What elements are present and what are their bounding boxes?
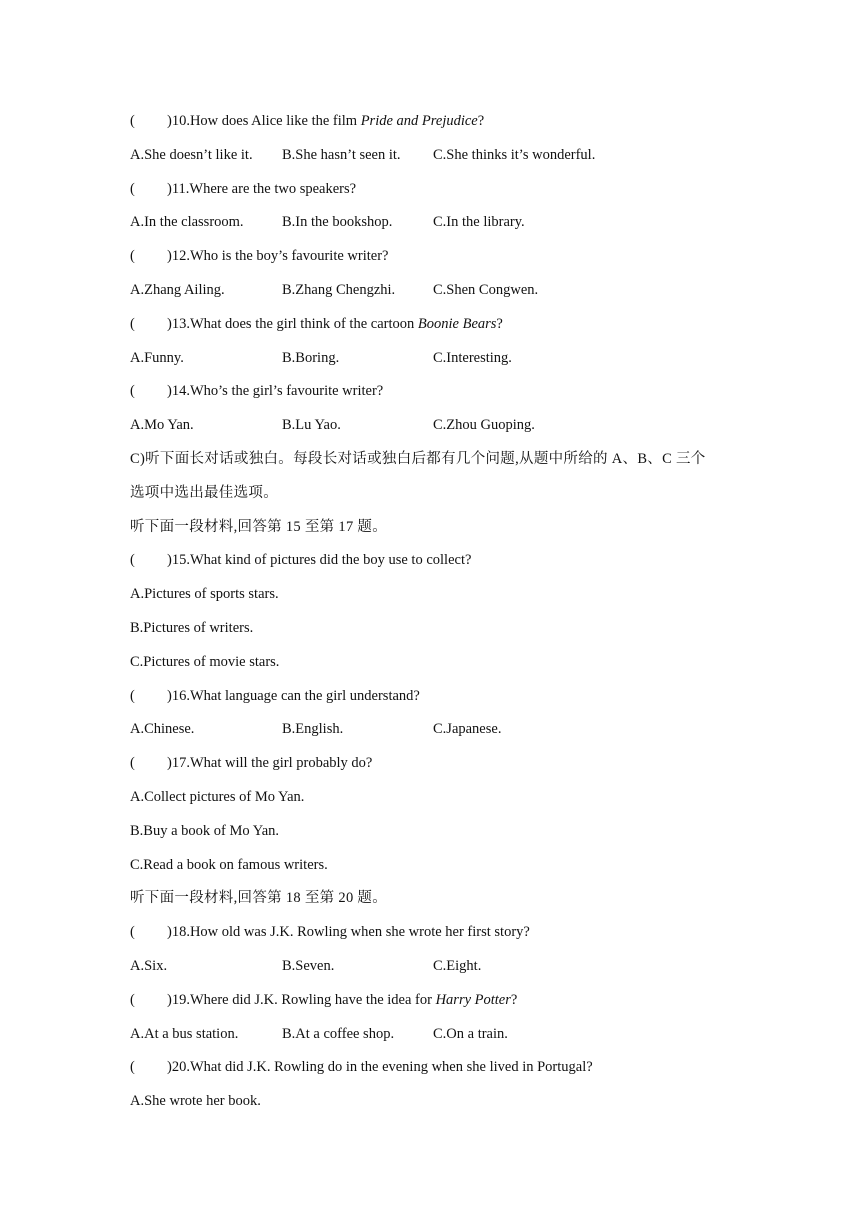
option-a[interactable]: A.Collect pictures of Mo Yan. xyxy=(130,788,305,805)
question-text: )17.What will the girl probably do? xyxy=(167,755,373,772)
question-19: ( )19.Where did J.K. Rowling have the idea for Harry Potter? xyxy=(130,991,518,1008)
option-b[interactable]: B.She hasn’t seen it. xyxy=(282,146,401,163)
answer-blank[interactable]: ( xyxy=(130,113,135,129)
question-12: ( )12.Who is the boy’s favourite writer? xyxy=(130,248,389,265)
answer-blank[interactable]: ( xyxy=(130,383,135,400)
option-b[interactable]: B.Pictures of writers. xyxy=(130,619,254,636)
section-c-instruction-cont: 选项中选出最佳选项。 xyxy=(130,484,278,501)
option-a[interactable]: A.Zhang Ailing. xyxy=(130,281,225,298)
question-text: Who is the boy’s favourite writer? xyxy=(189,248,389,265)
film-title: Pride and Prejudice xyxy=(360,113,478,129)
group-intro: 听下面一段材料,回答第 18 至第 20 题。 xyxy=(130,890,388,907)
option-c[interactable]: C.Japanese. xyxy=(433,721,502,738)
option-a[interactable]: A.She wrote her book. xyxy=(130,1093,261,1110)
question-10 xyxy=(130,111,740,145)
option-c[interactable]: C.In the library. xyxy=(433,214,525,231)
answer-blank[interactable]: ( xyxy=(130,687,135,704)
answer-blank[interactable]: ( xyxy=(130,1059,135,1076)
option-b[interactable]: B.English. xyxy=(282,721,344,738)
answer-blank[interactable]: ( xyxy=(130,924,135,941)
option-c[interactable]: C.She thinks it’s wonderful. xyxy=(433,146,596,163)
question-text: What does the girl think of the cartoon xyxy=(189,315,418,332)
options-19 xyxy=(130,1024,740,1058)
option-a[interactable]: A.She doesn’t like it. xyxy=(130,146,253,163)
cartoon-title: Boonie Bears xyxy=(417,315,497,332)
option-a[interactable]: A.At a bus station. xyxy=(130,1025,239,1042)
group-intro: 听下面一段材料,回答第 15 至第 17 题。 xyxy=(130,518,388,535)
question-text: )16.What language can the girl understand? xyxy=(167,687,420,704)
answer-blank[interactable]: ( xyxy=(130,991,135,1008)
options-16 xyxy=(130,719,740,753)
option-b[interactable]: B.Boring. xyxy=(282,349,340,366)
option-c[interactable]: C.Eight. xyxy=(433,957,482,974)
question-text: )10.How does Alice like the film Pride and Prejudice? xyxy=(167,113,485,129)
options-11 xyxy=(130,212,740,246)
document-page xyxy=(130,111,740,1125)
option-c[interactable]: C.Read a book on famous writers. xyxy=(130,856,328,873)
answer-blank[interactable]: ( xyxy=(130,180,135,197)
question-text: Who’s the girl’s favourite writer? xyxy=(189,383,384,400)
option-a[interactable]: A.Six. xyxy=(130,957,168,974)
option-b[interactable]: B.Lu Yao. xyxy=(282,417,341,434)
options-10 xyxy=(130,145,740,179)
section-c-instruction: C)听下面长对话或独白。每段长对话或独白后都有几个问题,从题中所给的 A、B、C 三个 xyxy=(130,450,706,467)
question-14: ( )14.Who’s the girl’s favourite writer? xyxy=(130,383,384,400)
option-a[interactable]: A.In the classroom. xyxy=(130,214,244,231)
question-20 xyxy=(130,1057,740,1091)
question-text: )18.How old was J.K. Rowling when she wrote her first story? xyxy=(167,924,530,941)
option-a[interactable]: A.Funny. xyxy=(130,349,184,366)
question-15 xyxy=(130,550,740,584)
option-b[interactable]: B.Buy a book of Mo Yan. xyxy=(130,822,280,839)
question-18 xyxy=(130,922,740,956)
option-c[interactable]: C.Shen Congwen. xyxy=(433,281,539,298)
options-14 xyxy=(130,415,740,449)
option-c[interactable]: C.Interesting. xyxy=(433,349,512,366)
answer-blank[interactable]: ( xyxy=(130,755,135,772)
option-a[interactable]: A.Mo Yan. xyxy=(130,417,194,434)
option-b[interactable]: B.In the bookshop. xyxy=(282,214,393,231)
option-c[interactable]: C.Zhou Guoping. xyxy=(433,417,535,434)
option-a[interactable]: A.Chinese. xyxy=(130,721,195,738)
answer-blank[interactable]: ( xyxy=(130,552,135,569)
answer-blank[interactable]: ( xyxy=(130,315,135,332)
question-16 xyxy=(130,686,740,720)
option-c[interactable]: C.Pictures of movie stars. xyxy=(130,653,280,670)
options-12 xyxy=(130,280,740,314)
option-a[interactable]: A.Pictures of sports stars. xyxy=(130,586,279,603)
question-text: )15.What kind of pictures did the boy use to collect? xyxy=(167,552,472,569)
option-b[interactable]: B.Seven. xyxy=(282,957,335,974)
option-c[interactable]: C.On a train. xyxy=(433,1025,508,1042)
answer-blank[interactable]: ( xyxy=(130,248,135,265)
question-17 xyxy=(130,753,740,787)
question-13: ( )13.What does the girl think of the cartoon Boonie Bears? xyxy=(130,315,503,332)
options-18 xyxy=(130,956,740,990)
book-title: Harry Potter xyxy=(435,991,511,1008)
option-b[interactable]: B.At a coffee shop. xyxy=(282,1025,395,1042)
question-text: Where are the two speakers? xyxy=(189,180,357,197)
question-text: )20.What did J.K. Rowling do in the evening when she lived in Portugal? xyxy=(167,1059,593,1076)
question-11: ( )11.Where are the two speakers? xyxy=(130,180,357,197)
options-13 xyxy=(130,348,740,382)
option-b[interactable]: B.Zhang Chengzhi. xyxy=(282,281,396,298)
question-text: )19.Where did J.K. Rowling have the idea for xyxy=(167,991,436,1008)
